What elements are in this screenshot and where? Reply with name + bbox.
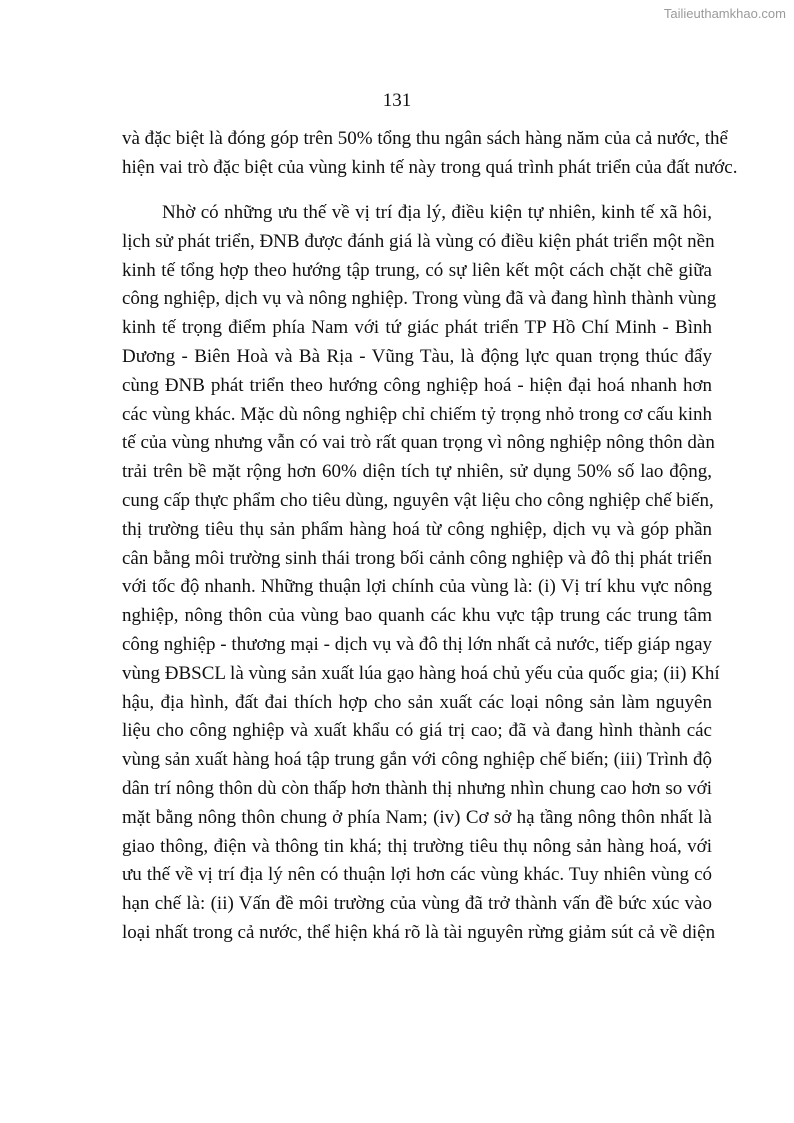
- paragraph-line: trải trên bề mặt rộng hơn 60% diện tích tự nhiên, sử dụng 50% số lao động,: [122, 461, 712, 483]
- paragraph-line: kinh tế trọng điểm phía Nam với tứ giác phát triển TP Hồ Chí Minh - Bình: [122, 317, 712, 339]
- paragraph-line: với tốc độ nhanh. Những thuận lợi chính của vùng là: (i) Vị trí khu vực nông: [122, 576, 712, 598]
- paragraph-line: cùng ĐNB phát triển theo hướng công nghiệp hoá - hiện đại hoá nhanh hơn: [122, 374, 712, 396]
- paragraph-line: liệu cho công nghiệp và xuất khẩu có giá trị cao; đã và đang hình thành các: [122, 720, 712, 742]
- paragraph-line: loại nhất trong cả nước, thể hiện khá rõ là tài nguyên rừng giảm sút cả về diện: [122, 921, 716, 943]
- paragraph-line: nghiệp, nông thôn của vùng bao quanh các khu vực tập trung các trung tâm: [122, 605, 712, 627]
- paragraph-line: vùng ĐBSCL là vùng sản xuất lúa gạo hàng hoá chủ yếu của quốc gia; (ii) Khí: [122, 662, 720, 684]
- paragraph-line: công nghiệp - thương mại - dịch vụ và đô thị lớn nhất cả nước, tiếp giáp ngay: [122, 633, 712, 655]
- paragraph-line: và đặc biệt là đóng góp trên 50% tổng thu ngân sách hàng năm của cả nước, thể: [122, 128, 728, 149]
- paragraph-line: dân trí nông thôn dù còn thấp hơn thành thị nhưng nhìn chung cao hơn so với: [122, 777, 712, 799]
- paragraph-line: vùng sản xuất hàng hoá tập trung gắn với công nghiệp chế biến; (iii) Trình độ: [122, 749, 712, 771]
- paragraph-1: [122, 125, 738, 183]
- paragraph-line: công nghiệp, dịch vụ và nông nghiệp. Trong vùng đã và đang hình thành vùng: [122, 288, 717, 310]
- paragraph-line: hiện vai trò đặc biệt của vùng kinh tế này trong quá trình phát triển của đất nước.: [122, 156, 738, 178]
- paragraph-line: hạn chế là: (ii) Vấn đề môi trường của vùng đã trở thành vấn đề bức xúc vào: [122, 893, 712, 915]
- paragraph-line: Nhờ có những ưu thế về vị trí địa lý, điều kiện tự nhiên, kinh tế xã hôi,: [162, 202, 712, 223]
- paragraph-line: cung cấp thực phẩm cho tiêu dùng, nguyên vật liệu cho công nghiệp chế biến,: [122, 489, 714, 511]
- paragraph-line: Dương - Biên Hoà và Bà Rịa - Vũng Tàu, là động lực quan trọng thúc đẩy: [122, 345, 712, 367]
- paragraph-line: ưu thế về vị trí địa lý nên có thuận lợi hơn các vùng khác. Tuy nhiên vùng có: [122, 864, 712, 886]
- paragraph-line: tế của vùng nhưng vẫn có vai trò rất quan trọng vì nông nghiệp nông thôn dàn: [122, 432, 715, 454]
- page-number: 131: [382, 90, 412, 111]
- paragraph-line: các vùng khác. Mặc dù nông nghiệp chỉ chiếm tỷ trọng nhỏ trong cơ cấu kinh: [122, 403, 712, 425]
- paragraph-line: cân bằng môi trường sinh thái trong bối cảnh công nghiệp và đô thị phát triển: [122, 547, 712, 569]
- paragraph-line: giao thông, điện và thông tin khá; thị trường tiêu thụ nông sản hàng hoá, với: [122, 835, 712, 857]
- paragraph-2: [122, 199, 720, 948]
- watermark-text: Tailieuthamkhao.com: [663, 6, 786, 21]
- paragraph-line: mặt bằng nông thôn chung ở phía Nam; (iv) Cơ sở hạ tầng nông thôn nhất là: [122, 806, 712, 828]
- paragraph-line: thị trường tiêu thụ sản phẩm hàng hoá từ công nghiệp, dịch vụ và góp phần: [122, 518, 712, 540]
- paragraph-line: kinh tế tổng hợp theo hướng tập trung, có sự liên kết một cách chặt chẽ giữa: [122, 259, 712, 281]
- paragraph-line: lịch sử phát triển, ĐNB được đánh giá là vùng có điều kiện phát triển một nền: [122, 230, 715, 252]
- paragraph-line: hậu, địa hình, đất đai thích hợp cho sản xuất các loại nông sản làm nguyên: [122, 691, 712, 713]
